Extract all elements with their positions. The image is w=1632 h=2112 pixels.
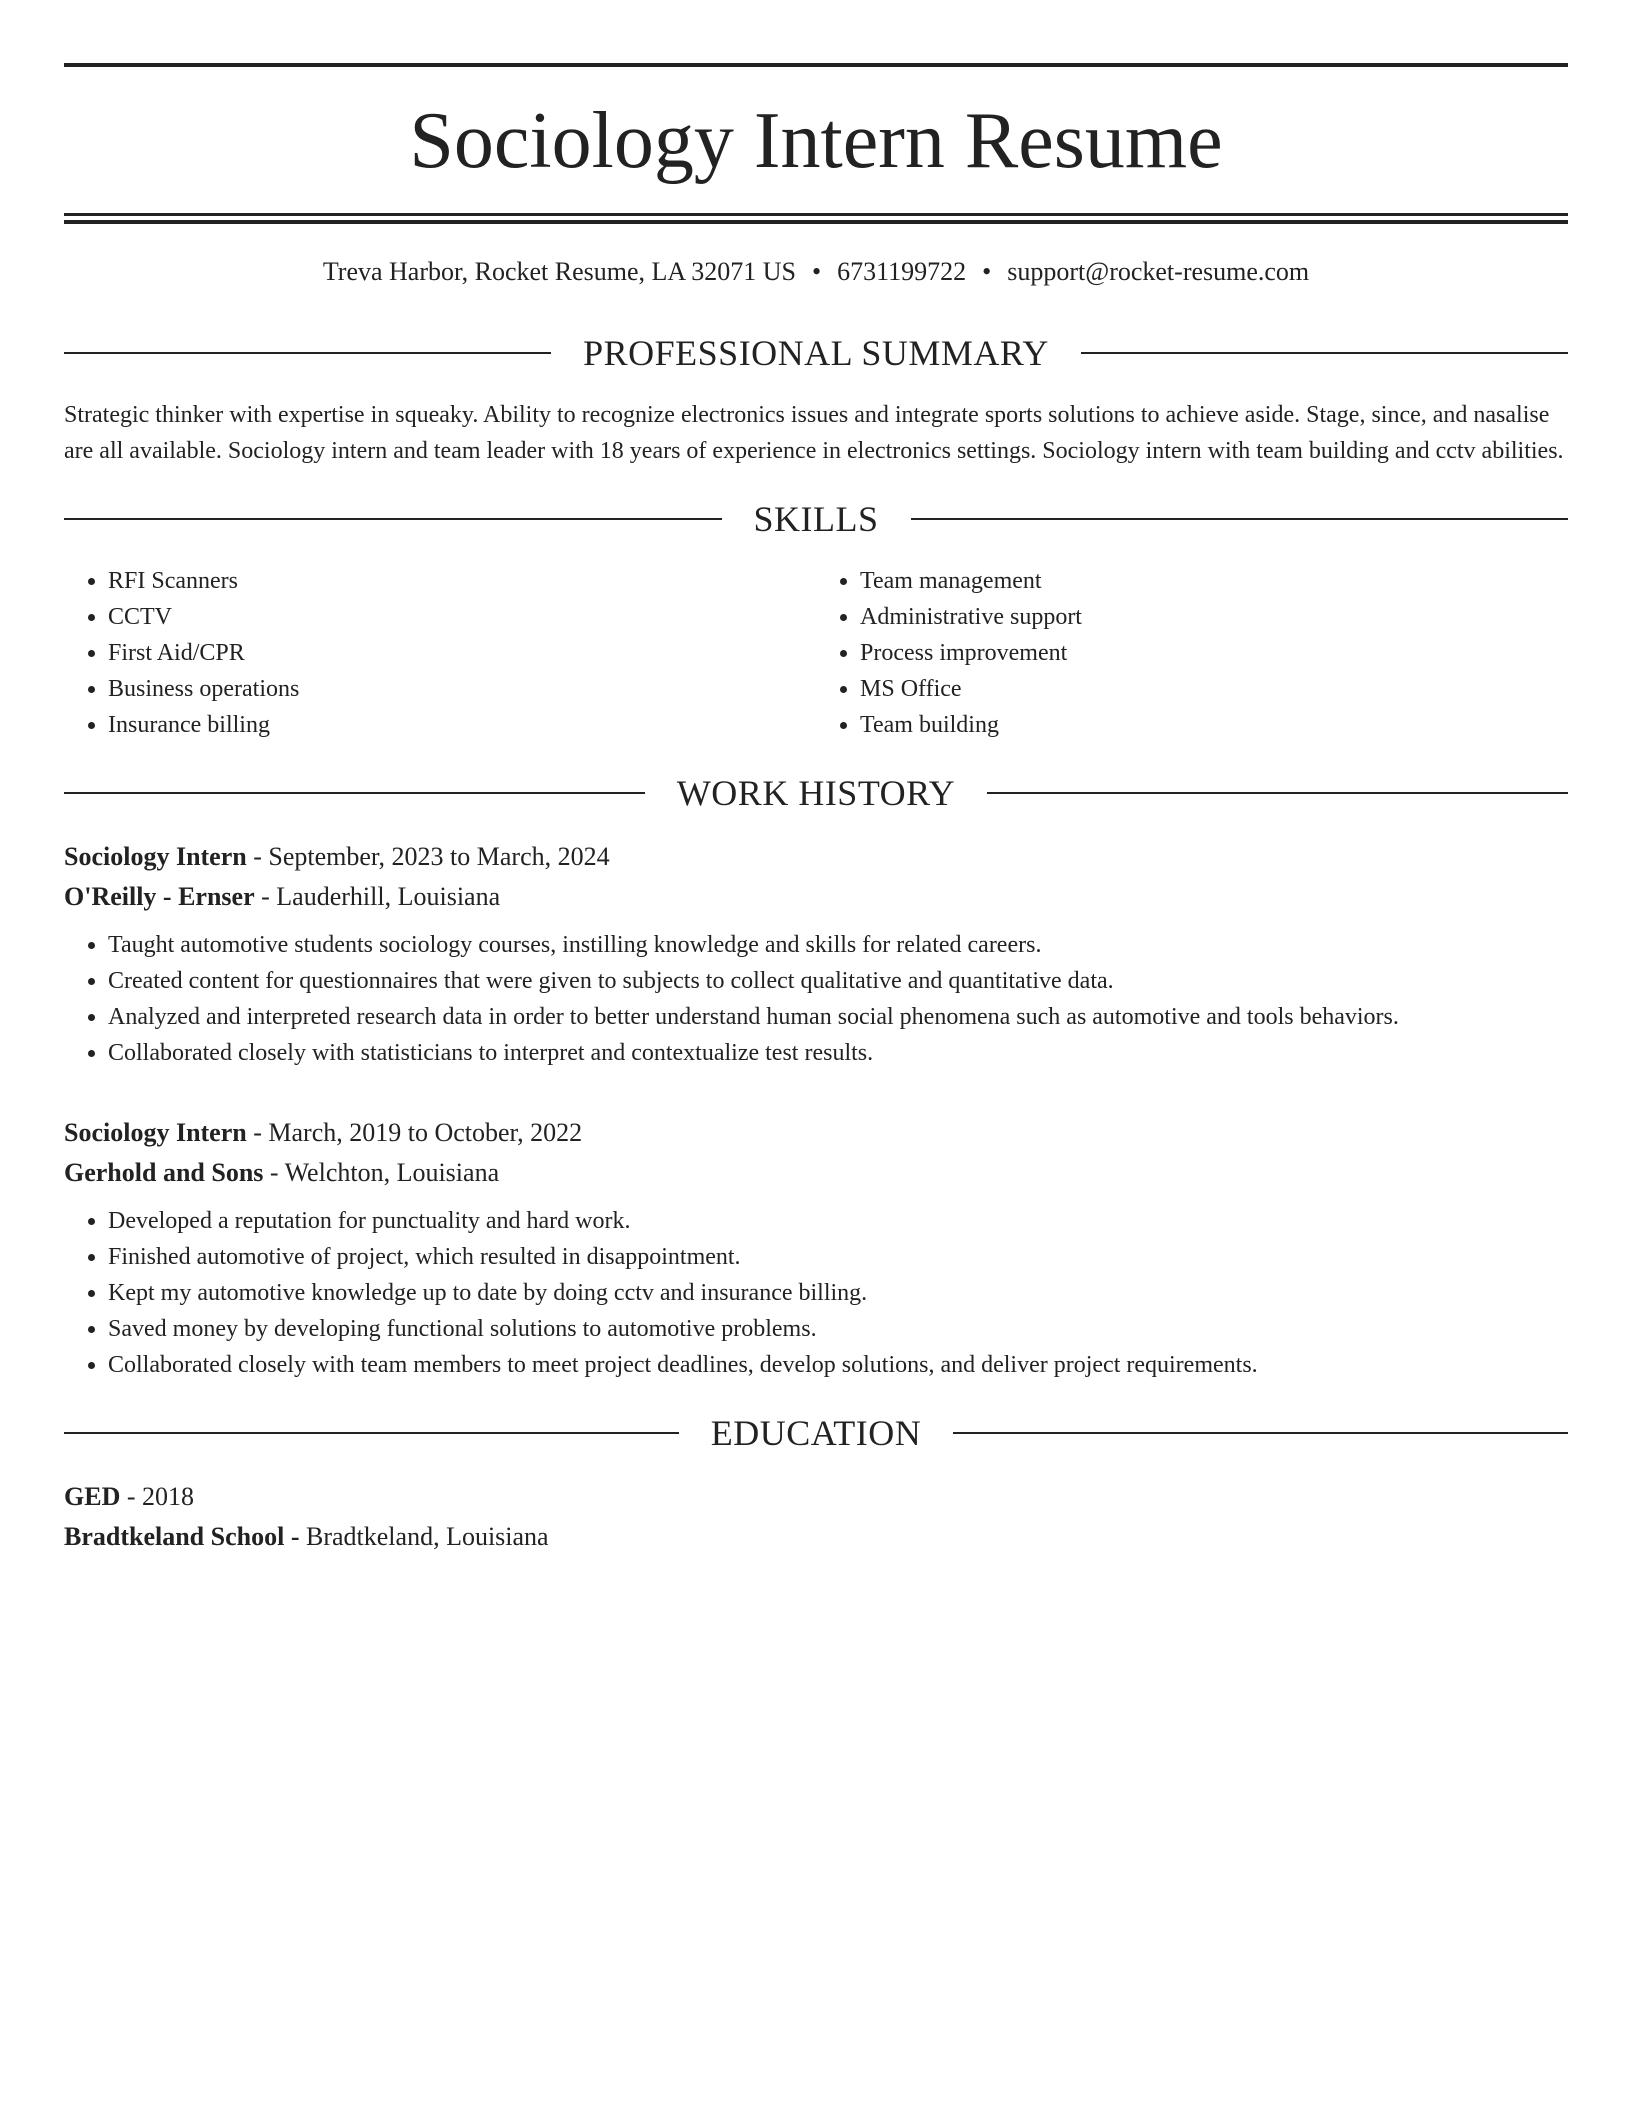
job-company: O'Reilly - Ernser [64,882,255,911]
education-school: Bradtkeland School - [64,1522,300,1551]
section-divider [64,352,551,354]
job-company: Gerhold and Sons [64,1158,264,1187]
skill-item: • CCTV [108,599,816,635]
contact-line [64,259,1568,285]
education-degree: GED [64,1482,121,1511]
contact-address: Treva Harbor, Rocket Resume, LA 32071 US [322,257,796,286]
skill-item: • Process improvement [860,635,1568,671]
job-bullet: • Kept my automotive knowledge up to date by doing cctv and insurance billing. [108,1275,1568,1311]
job-entry [64,837,1568,1071]
section-title-summary: PROFESSIONAL SUMMARY [583,333,1049,373]
job-bullets [64,927,1568,1071]
job-title: Sociology Intern [64,842,247,871]
skill-item: • Administrative support [860,599,1568,635]
job-bullet: • Analyzed and interpreted research data in order to better understand human social phenomena such as automotive and tools behaviors. [108,999,1568,1035]
section-divider [987,792,1568,794]
summary-text: Strategic thinker with expertise in squeaky. Ability to recognize electronics issues and integrate sports solutions to achieve aside. Stage, since, and nasalise are all available. Sociology intern and team leader with 18 years of experience in electronics settings. Sociology intern with team building and cctv abilities. [64,402,1564,464]
skills-column-right [816,563,1568,743]
job-company-line [64,1153,1568,1193]
section-divider [64,792,645,794]
job-dates: - March, 2019 to October, 2022 [246,1118,583,1147]
skills-section-header [64,501,1568,537]
section-divider [1081,352,1568,354]
contact-separator: • [811,257,822,286]
education-entry [64,1477,1568,1557]
section-title-work: WORK HISTORY [676,773,956,813]
job-title-line [64,1113,1568,1153]
contact-separator: • [982,257,992,286]
job-dates: - September, 2023 to March, 2024 [246,842,610,871]
skill-item: • MS Office [860,671,1568,707]
section-title-skills: SKILLS [753,499,879,539]
job-bullet: • Saved money by developing functional solutions to automotive problems. [108,1311,1568,1347]
education-school-line [64,1517,1568,1557]
section-divider [64,518,722,520]
skills-column-left [64,563,816,743]
page-title: Sociology Intern Resume [409,97,1223,185]
skill-item: • Team building [860,707,1568,743]
skill-item: • Business operations [108,671,816,707]
skill-item: • First Aid/CPR [108,635,816,671]
section-divider [953,1432,1568,1434]
education-location: Bradtkeland, Louisiana [299,1522,549,1551]
job-bullet: • Created content for questionnaires that were given to subjects to collect qualitative and quantitative data. [108,963,1568,999]
job-bullet: • Collaborated closely with team members to meet project deadlines, develop solutions, and deliver project requirements. [108,1347,1568,1383]
education-degree-line [64,1477,1568,1517]
skill-item: • Insurance billing [108,707,816,743]
job-title-line [64,837,1568,877]
skill-item: • RFI Scanners [108,563,816,599]
job-bullet: • Taught automotive students sociology courses, instilling knowledge and skills for related careers. [108,927,1568,963]
job-bullet: • Finished automotive of project, which resulted in disappointment. [108,1239,1568,1275]
education-section-header [64,1415,1568,1451]
job-company-line [64,877,1568,917]
job-location: - Welchton, Louisiana [263,1158,500,1187]
job-bullet: • Collaborated closely with statisticians to interpret and contextualize test results. [108,1035,1568,1071]
job-location: - Lauderhill, Louisiana [254,882,501,911]
skills-list [64,563,1568,743]
job-title: Sociology Intern [64,1118,247,1147]
title-double-rule [64,213,1568,224]
section-divider [64,1432,679,1434]
job-entry [64,1113,1568,1383]
top-rule [64,63,1568,67]
job-bullets [64,1203,1568,1383]
skill-item: • Team management [860,563,1568,599]
section-title-education: EDUCATION [710,1413,922,1453]
education-year: - 2018 [120,1482,195,1511]
contact-phone: 6731199722 [837,257,967,286]
contact-email: support@rocket-resume.com [1007,257,1310,286]
job-bullet: • Developed a reputation for punctuality and hard work. [108,1203,1568,1239]
work-section-header [64,775,1568,811]
summary-section-header [64,335,1568,371]
section-divider [911,518,1569,520]
